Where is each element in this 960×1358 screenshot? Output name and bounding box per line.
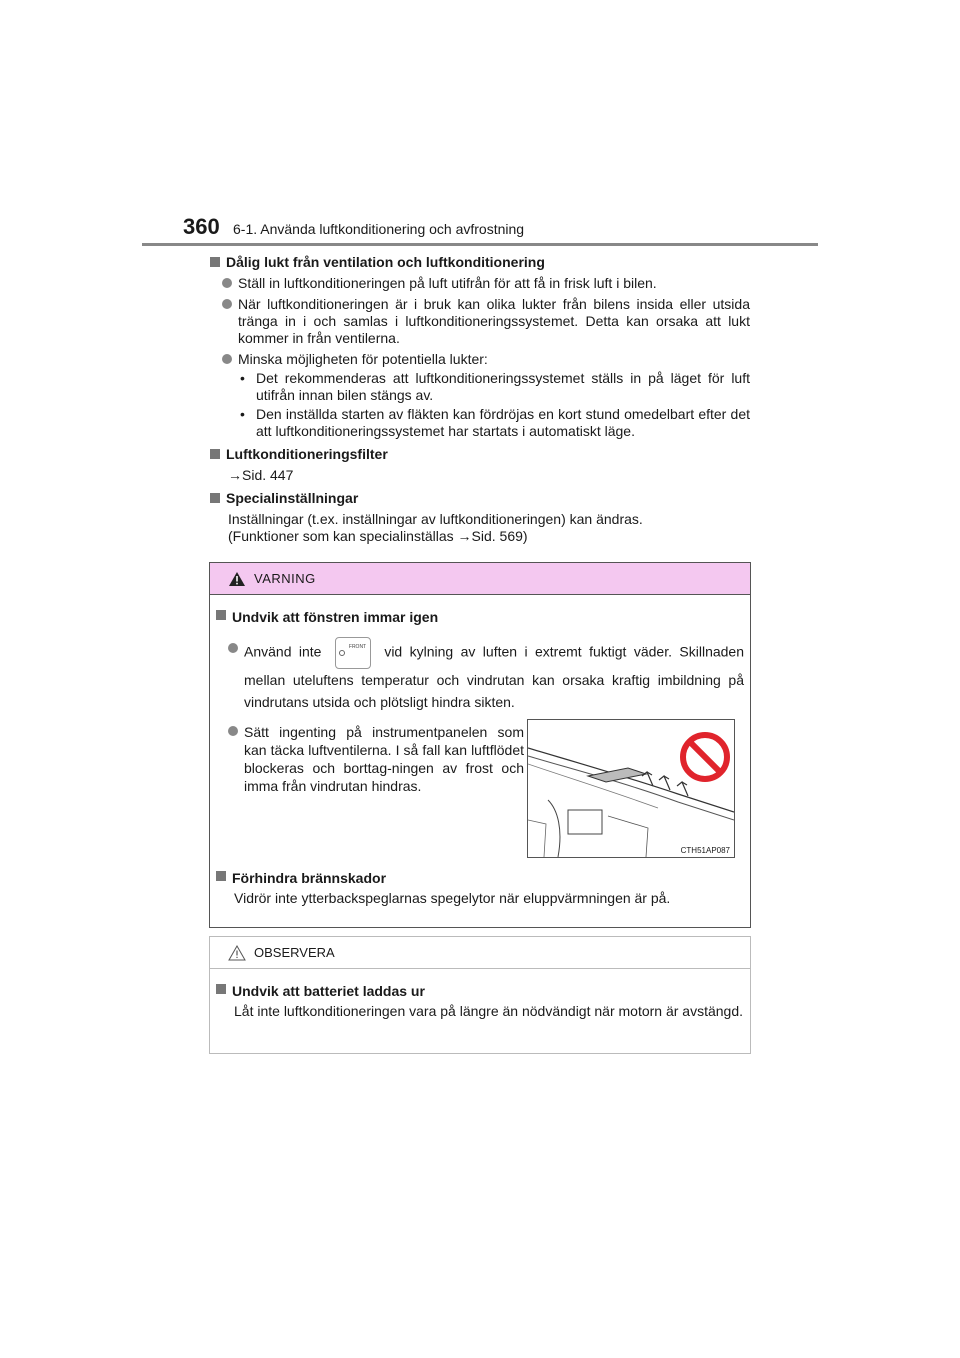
warning-label: VARNING <box>254 571 316 586</box>
fog-text-rest: vid kylning av luften i extremt fuktigt väder. Skillnaden mellan uteluftens temperatur och vindrutan kan orsaka kraftig imbildning på vindrutans utsida och plötsligt hindra sikten. <box>244 643 744 710</box>
fog-bullet <box>228 637 744 713</box>
burn-section <box>216 868 744 908</box>
section-custom-heading <box>210 490 750 507</box>
section-title: Dålig lukt från ventilation och luftkonditionering <box>226 254 545 270</box>
bullet-text: Ställ in luftkonditioneringen på luft utifrån för att få in frisk luft i bilen. <box>238 275 657 291</box>
chapter-title: 6-1. Använda luftkonditionering och avfrostning <box>233 221 525 237</box>
bullet-item <box>222 351 750 368</box>
figure-code: CTH51AP087 <box>680 846 730 855</box>
burn-text: Vidrör inte ytterbackspeglarnas spegelytor när eluppvärmningen är på. <box>234 890 671 906</box>
bullet-text: När luftkonditioneringen är i bruk kan olika lukter från bilens insida eller utsida tränga in i och samlas i luftkonditioneringssystemet. Detta kan orsaka att lukt kommer in från ventilerna. <box>238 296 750 346</box>
square-bullet-icon <box>216 984 226 994</box>
fog-text-start: Använd inte <box>244 643 322 660</box>
bullet-item <box>222 296 750 347</box>
warning-header <box>210 563 750 595</box>
round-bullet-icon <box>222 299 232 309</box>
fog-heading <box>216 607 744 627</box>
battery-heading <box>216 981 744 1001</box>
section-title: Luftkonditioneringsfilter <box>226 446 388 462</box>
front-defogger-button-icon: FRONT <box>335 637 371 669</box>
sub-bullet-text: Den inställda starten av fläkten kan fördröjas en kort stund omedelbart efter det att luftkonditioneringssystemet har startats i automatiskt läge. <box>256 406 750 439</box>
sub-bullet-item: • Det rekommenderas att luftkonditioneringssystemet ställs in på läget för luft utifrån innan bilen stängs av. <box>240 370 750 403</box>
custom-line-1: Inställningar (t.ex. inställningar av luftkonditioneringen) kan ändras. <box>228 511 643 527</box>
section-title: Specialinställningar <box>226 490 359 506</box>
caution-outline-triangle-icon <box>228 945 246 961</box>
notice-body <box>210 969 750 1021</box>
warning-box <box>209 562 751 928</box>
round-bullet-icon <box>222 278 232 288</box>
vent-bullet <box>228 723 524 795</box>
section-smell-heading <box>210 254 750 271</box>
fog-title: Undvik att fönstren immar igen <box>232 609 439 625</box>
page-reference: →Sid. 447 <box>228 467 294 483</box>
burn-heading <box>216 868 744 888</box>
notice-header <box>210 937 750 969</box>
bullet-text: Minska möjligheten för potentiella lukter: <box>238 351 488 367</box>
round-bullet-icon <box>228 726 238 736</box>
square-bullet-icon <box>210 449 220 459</box>
dashboard-figure <box>527 719 735 858</box>
round-bullet-icon <box>222 354 232 364</box>
custom-line-2: (Funktioner som kan specialinställas →Sid. 569) <box>228 528 528 544</box>
header-rule <box>142 243 818 246</box>
sub-bullet-text: Det rekommenderas att luftkonditioneringssystemet ställs in på läget för luft utifrån innan bilen stängs av. <box>256 370 750 403</box>
section-filter-heading <box>210 446 750 463</box>
main-content <box>210 254 750 545</box>
notice-label: OBSERVERA <box>254 945 335 960</box>
vent-text: Sätt ingenting på instrumentpanelen som kan täcka luftventilerna. I så fall kan luftflödet blockeras och borttag-ningen av frost och imma från vindrutan hindras. <box>244 724 524 794</box>
page-number: 360 <box>183 214 220 239</box>
square-bullet-icon <box>216 871 226 881</box>
dashboard-vent-illustration <box>528 720 734 857</box>
bullet-item <box>222 275 750 292</box>
notice-box <box>209 936 751 1054</box>
burn-title: Förhindra brännskador <box>232 870 387 886</box>
square-bullet-icon <box>210 257 220 267</box>
battery-title: Undvik att batteriet laddas ur <box>232 983 425 999</box>
sub-bullet-item: • Den inställda starten av fläkten kan fördröjas en kort stund omedelbart efter det att luftkonditioneringssystemet har startats i automatiskt läge. <box>240 406 750 439</box>
round-bullet-icon <box>228 643 238 653</box>
battery-text: Låt inte luftkonditioneringen vara på längre än nödvändigt när motorn är avstängd. <box>234 1003 744 1019</box>
warning-triangle-icon <box>228 571 246 587</box>
square-bullet-icon <box>216 610 226 620</box>
square-bullet-icon <box>210 493 220 503</box>
